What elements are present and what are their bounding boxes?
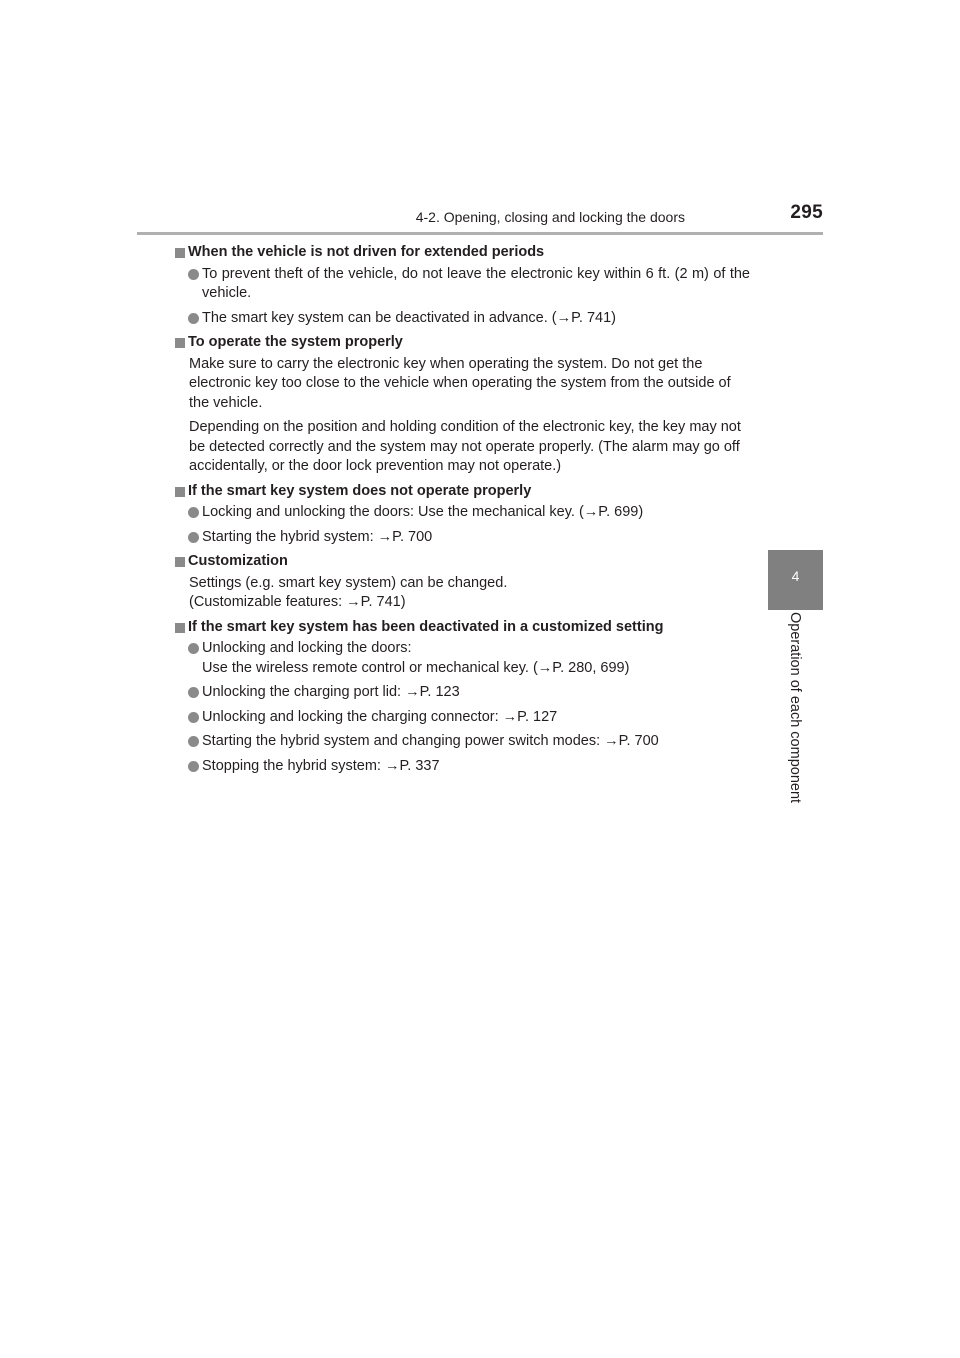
chapter-number: 4: [791, 568, 800, 584]
list-item: To prevent theft of the vehicle, do not leave the electronic key within 6 ft. (2 m) of the vehicle.: [188, 265, 750, 304]
chapter-tab-number: [768, 550, 823, 610]
paragraph: Depending on the position and holding condition of the electronic key, the key may not be detected correctly and the system may not operate properly. (The alarm may go off accidentally, or the door lock prevention may not operate.): [189, 419, 741, 474]
circle-bullet-icon: [188, 712, 199, 723]
circle-bullet-icon: [188, 313, 199, 324]
page-content: [188, 243, 750, 781]
section-operate-properly: [188, 333, 750, 477]
list-item: The smart key system can be deactivated in advance. (→P. 741): [188, 309, 750, 329]
circle-bullet-icon: [188, 761, 199, 772]
section-deactivated: [188, 618, 750, 777]
chapter-tab-label: [768, 610, 823, 810]
section-heading: If the smart key system does not operate properly: [175, 482, 750, 502]
list-item: Starting the hybrid system: →P. 700: [188, 528, 750, 548]
paragraph: Settings (e.g. smart key system) can be changed. (Customizable features: →P. 741): [189, 574, 508, 610]
page-header: [0, 200, 823, 236]
circle-bullet-icon: [188, 736, 199, 747]
list-item: Unlocking and locking the doors: Use the wireless remote control or mechanical key. (→P. 280, 699): [188, 639, 750, 678]
section-heading: If the smart key system has been deactivated in a customized setting: [175, 618, 750, 638]
chapter-label: Operation of each component: [787, 612, 803, 804]
section-title: 4-2. Opening, closing and locking the doors: [415, 209, 685, 225]
square-bullet-icon: [175, 623, 185, 633]
circle-bullet-icon: [188, 687, 199, 698]
list-item: Stopping the hybrid system: →P. 337: [188, 757, 750, 777]
square-bullet-icon: [175, 248, 185, 258]
section-customization: [188, 552, 750, 613]
paragraph: Make sure to carry the electronic key when operating the system. Do not get the electronic key too close to the vehicle when operating the system from the outside of the vehicle.: [189, 355, 731, 411]
list-item: Unlocking and locking the charging connector: →P. 127: [188, 708, 750, 728]
square-bullet-icon: [175, 338, 185, 348]
section-heading: To operate the system properly: [175, 333, 750, 353]
header-divider: [137, 232, 823, 235]
page-number: 295: [790, 202, 823, 223]
list-item: Locking and unlocking the doors: Use the mechanical key. (→P. 699): [188, 503, 750, 523]
list-item: Starting the hybrid system and changing power switch modes: →P. 700: [188, 732, 750, 752]
section-extended-periods: [188, 243, 750, 328]
section-heading: When the vehicle is not driven for extended periods: [175, 243, 750, 263]
section-heading: Customization: [175, 552, 750, 572]
square-bullet-icon: [175, 557, 185, 567]
circle-bullet-icon: [188, 532, 199, 543]
circle-bullet-icon: [188, 269, 199, 280]
circle-bullet-icon: [188, 507, 199, 518]
circle-bullet-icon: [188, 643, 199, 654]
list-item: Unlocking the charging port lid: →P. 123: [188, 683, 750, 703]
section-not-operate: [188, 482, 750, 548]
square-bullet-icon: [175, 487, 185, 497]
